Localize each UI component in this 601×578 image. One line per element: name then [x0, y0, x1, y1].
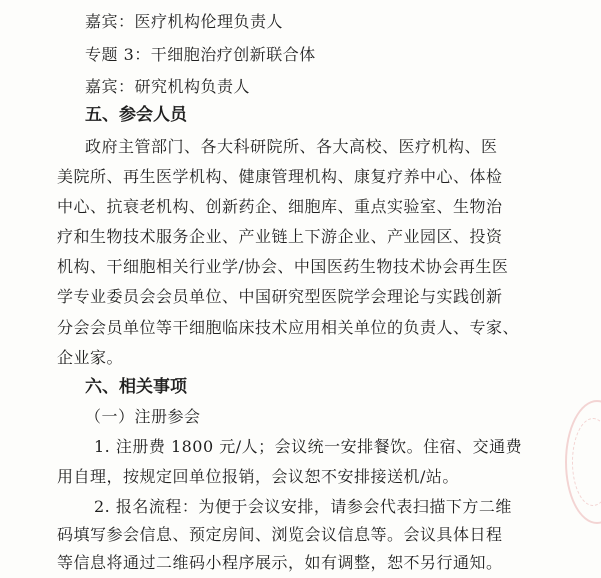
- paragraph-line: 等信息将通过二维码小程序展示，如有调整，恕不另行通知。: [57, 553, 503, 572]
- paragraph-line: 1. 注册费 1800 元/人；会议统一安排餐饮。住宿、交通费: [94, 437, 523, 456]
- paragraph-line: 机构、干细胞相关行业学/协会、中国医药生物技术协会再生医: [57, 257, 509, 276]
- paragraph-line: 美院所、再生医学机构、健康管理机构、康复疗养中心、体检: [57, 167, 503, 186]
- paragraph-line: 疗和生物技术服务企业、产业链上下游企业、产业园区、投资: [57, 227, 503, 246]
- paragraph-line: 用自理，按规定回单位报销，会议恕不安排接送机/站。: [57, 467, 459, 486]
- section-heading-matters: 六、相关事项: [85, 377, 187, 397]
- section-heading-participants: 五、参会人员: [85, 105, 187, 125]
- paragraph-line: 学专业委员会会员单位、中国研究型医院学会理论与实践创新: [57, 287, 503, 306]
- paragraph-line: 码填写参会信息、预定房间、浏览会议信息等。会议具体日程: [57, 525, 503, 544]
- paragraph-line: 2. 报名流程：为便于会议安排，请参会代表扫描下方二维: [94, 497, 512, 516]
- paragraph-line: 分会会员单位等干细胞临床技术应用相关单位的负责人、专家、: [57, 318, 520, 337]
- topic-3-line: 专题 3：干细胞治疗创新联合体: [85, 45, 316, 64]
- paragraph-line: 政府主管部门、各大科研院所、各大高校、医疗机构、医: [85, 137, 498, 156]
- paragraph-line: 企业家。: [57, 348, 124, 367]
- guest-line-research: 嘉宾：研究机构负责人: [85, 77, 251, 96]
- paragraph-line: 中心、抗衰老机构、创新药企、细胞库、重点实验室、生物治: [57, 197, 503, 216]
- guest-line-ethics: 嘉宾：医疗机构伦理负责人: [85, 12, 284, 31]
- subsection-registration: （一）注册参会: [85, 407, 201, 426]
